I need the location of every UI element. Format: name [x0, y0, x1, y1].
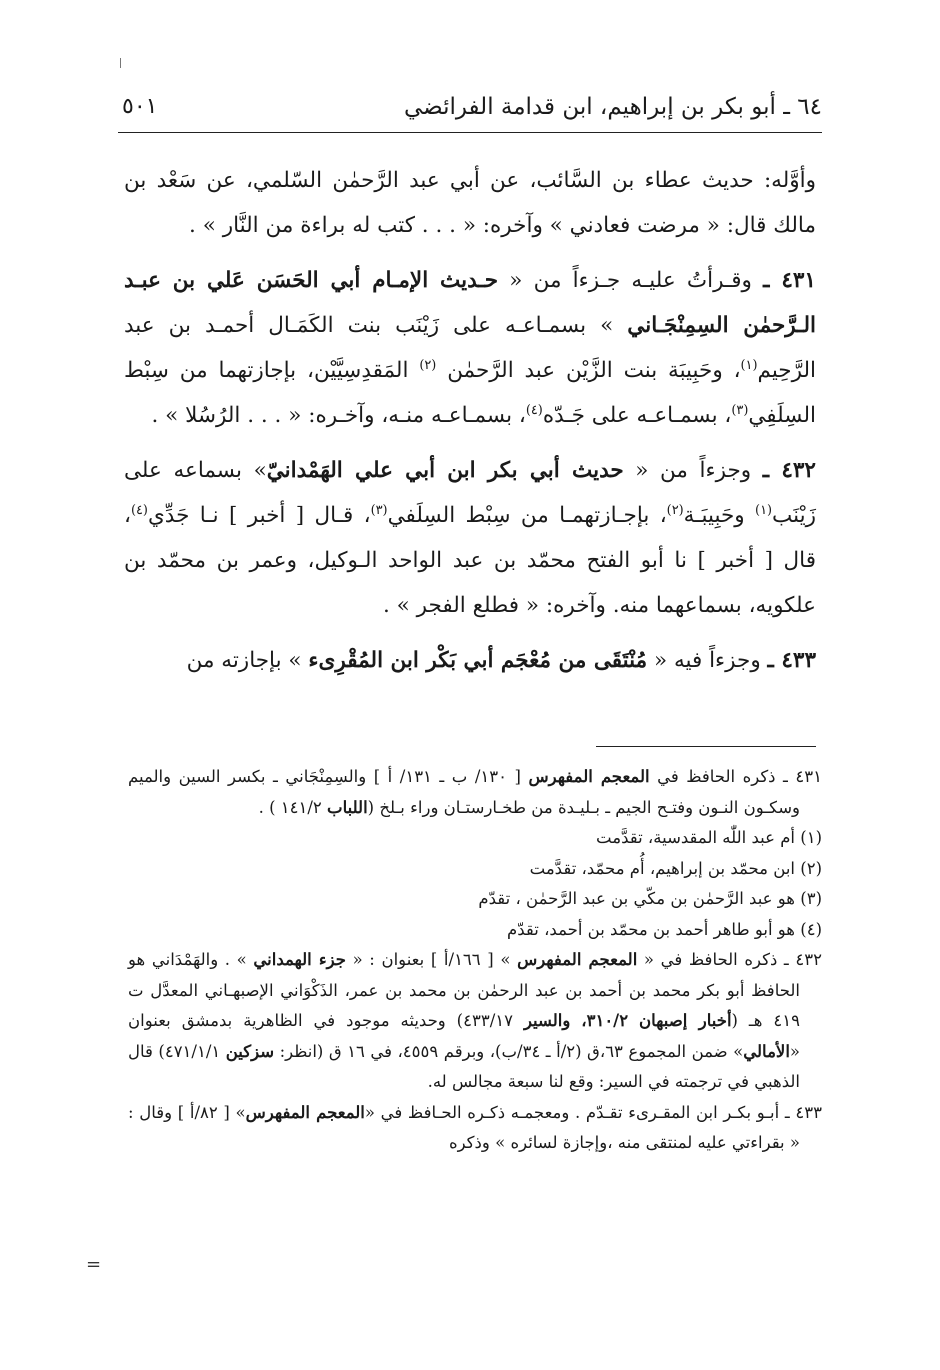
footnote-bold: المعجم المفهرس [528, 767, 650, 786]
entry-431-text: وقـرأتُ عليـه جـزءاً من « [509, 268, 752, 293]
entry-432-text: ، بإجـازتهمـا من سِبْط السِلَفي [387, 503, 667, 528]
intro-line-2: مالك قال: « مرضت فعادني » وآخره: « . . . كتب له براءة من النَّار » . [189, 213, 816, 238]
entry-431-text: المَقدِسِيَّيْن، بإجازتهما من سِبْط السِلَفِي [124, 358, 816, 428]
footnote-bold: ٣١٠/٢، [581, 1011, 629, 1030]
footnote-text: ٤٣٢ ـ ذكره الحافظ في « [643, 950, 822, 969]
entry-431-number: ٤٣١ ـ [763, 268, 816, 293]
footnote-text: ٤٧١/١/١) قال الذهبي في ترجمته في السير: وقع لنا سبعة مجالس له. [128, 1041, 800, 1091]
footnote-text: » ضمن المجموع ٦٣،ق (٢/أ ـ ٣٤/ب)، وبرقم ٤٥٥٩، في ١٦ ق (انظر: [279, 1041, 744, 1061]
footnote-bold: اللباب [327, 797, 368, 817]
page-number: ٥٠١ [122, 94, 158, 119]
entry-432-number: ٤٣٢ ـ [762, 458, 816, 483]
footnotes [128, 762, 822, 1159]
footnote-text: » [ ٨٢/أ ] وقال : « بقراءتي عليه لمنتقى منه ،وإجازة لسائره » وذكره [128, 1102, 800, 1152]
footnote-n3: (٣) هو عبد الرَّحمٰن بن مكّي بن عبد الرَّحمٰن ، تقدّم [478, 889, 822, 908]
entry-431-text: ، وحَبِيبَة بنت الزَّيْن عبد الرَّحمٰن [447, 358, 741, 383]
entry-433 [124, 638, 816, 683]
footnote-ref: (٤) [130, 502, 148, 518]
entry-431 [124, 258, 816, 438]
footnote-bold: أخبار إصبهان [639, 1011, 732, 1030]
running-title: ٦٤ ـ أبو بكر بن إبراهيم، ابن قدامة الفرائضي [403, 94, 822, 120]
margin-mark: = [86, 1254, 102, 1275]
entry-431-title: حـديث الإمـام أبي الحَسَن عَلي بن عبـد الـرَّحمٰن السِمِنْجَـاني [124, 268, 816, 338]
footnote-separator [596, 746, 816, 747]
running-header [118, 92, 822, 133]
entry-431-text: ، بسمـاعـه على جَـدّه [542, 403, 732, 428]
footnote-bold: المعجم المفهرس [517, 950, 638, 969]
entry-431-text: » بسمـاعـه على زَيْنَب بنت الكَمَـال أحمـد بن عبد الرَّحِيم [124, 313, 816, 383]
intro-paragraph [124, 158, 816, 248]
footnote-ref: (٢) [666, 502, 684, 518]
entry-432 [124, 448, 816, 628]
entry-431-text: ، بسمـاعـه منـه، وآخـره: « . . . الرُسُلا » . [151, 403, 526, 428]
footnote-bold: الأمالي [743, 1041, 790, 1061]
main-text [124, 158, 816, 683]
footnote-text: » . والهَمْدَاني هو الحافظ أبو بكر محمد بن أحمد بن عبد الرحمٰن بن محمد بن عمر، الذَكْوَاني الإصبهـاني المعدَّل ت ٤١٩ هـ ( [128, 950, 800, 1030]
footnote-n1: (١) أم عبد اللّٰه المقدسية، تقدَّمت [596, 828, 822, 847]
footnote-bold: والسير [523, 1011, 571, 1030]
footnote-text: [ ١٣٠/ ب ـ ١٣١/ أ ] والسِمِنْجَاني ـ بكسر السين والميم وسكـون النـون وفتـح الجيم ـ بـليـدة من طخـارستـان وراء بـلخ ( [128, 767, 800, 817]
footnote-text: ٤٣١ ـ ذكره الحافظ في [657, 767, 822, 786]
footnote-text: ٤٣٣ ـ أبـو بكـر ابن المقـرىء تقـدّم . ومعجمـه ذكـره الحـافظ في « [364, 1102, 822, 1122]
entry-433-text: وجزءاً فيه « [653, 648, 761, 673]
footnote-bold: جزء الهمداني [253, 950, 346, 969]
entry-432-text: وحَبِيبَـة [683, 503, 745, 528]
footnote-n4: (٤) هو أبو طاهر أحمد بن محمّد بن أحمد، تقدّم [507, 919, 822, 939]
footnote-ref: (٣) [731, 402, 749, 418]
intro-line-1: وأوَّله: حديث عطاء بن السَّائب، عن أبي عبد الرَّحمٰن السّلمي، عن سَعْد بن [124, 168, 816, 193]
footnote-431 [128, 762, 822, 823]
footnote-433 [128, 1098, 822, 1159]
footnote-432 [128, 945, 822, 1098]
scan-mark [120, 58, 121, 68]
footnote-text: ٤٣٣/١٧) وحديثه موجود في الظاهرية بدمشق بعنوان « [128, 1011, 801, 1061]
footnote-text: » [ ١٦٦/أ ] بعنوان : « [352, 950, 511, 969]
footnote-bold: المعجم المفهرس [245, 1102, 365, 1122]
entry-433-number: ٤٣٣ ـ [767, 648, 816, 673]
footnote-ref: (١) [755, 502, 773, 518]
footnote-ref: (٤) [525, 402, 543, 418]
footnote-bold: سزكين [225, 1041, 275, 1061]
entry-432-text: ، قال [ أخبر ] نا أبو الفتح محمّد بن عبد الواحد الـوكيل، وعمر بن محمّد بن علكويه، بسماعهما منه. وآخره: « فطلع الفجر » . [124, 503, 816, 618]
entry-432-text: وجزءاً من « [635, 458, 752, 483]
footnote-text: ١٤١/٢ ) . [258, 797, 322, 817]
footnote-ref: (١) [740, 357, 758, 373]
entry-433-title: مُنْتَقَى من مُعْجَم أبي بَكْر ابن المُقْرِىء [308, 648, 648, 673]
footnote-ref: (٣) [370, 502, 388, 518]
footnote-n2: (٢) ابن محمّد بن إبراهيم، أُم محمّد، تقدَّمت [529, 858, 822, 878]
entry-432-text: » بسماعه على زَيْنَب [124, 458, 816, 528]
footnote-ref: (٢) [419, 357, 437, 373]
entry-432-text: ، قـال [ أخبر ] نـا جَدِّي [147, 503, 371, 528]
entry-433-text: » بإجازته من [186, 648, 302, 673]
entry-432-title: حديث أبي بكر ابن أبي علي الهَمْدانيّ [266, 458, 624, 483]
